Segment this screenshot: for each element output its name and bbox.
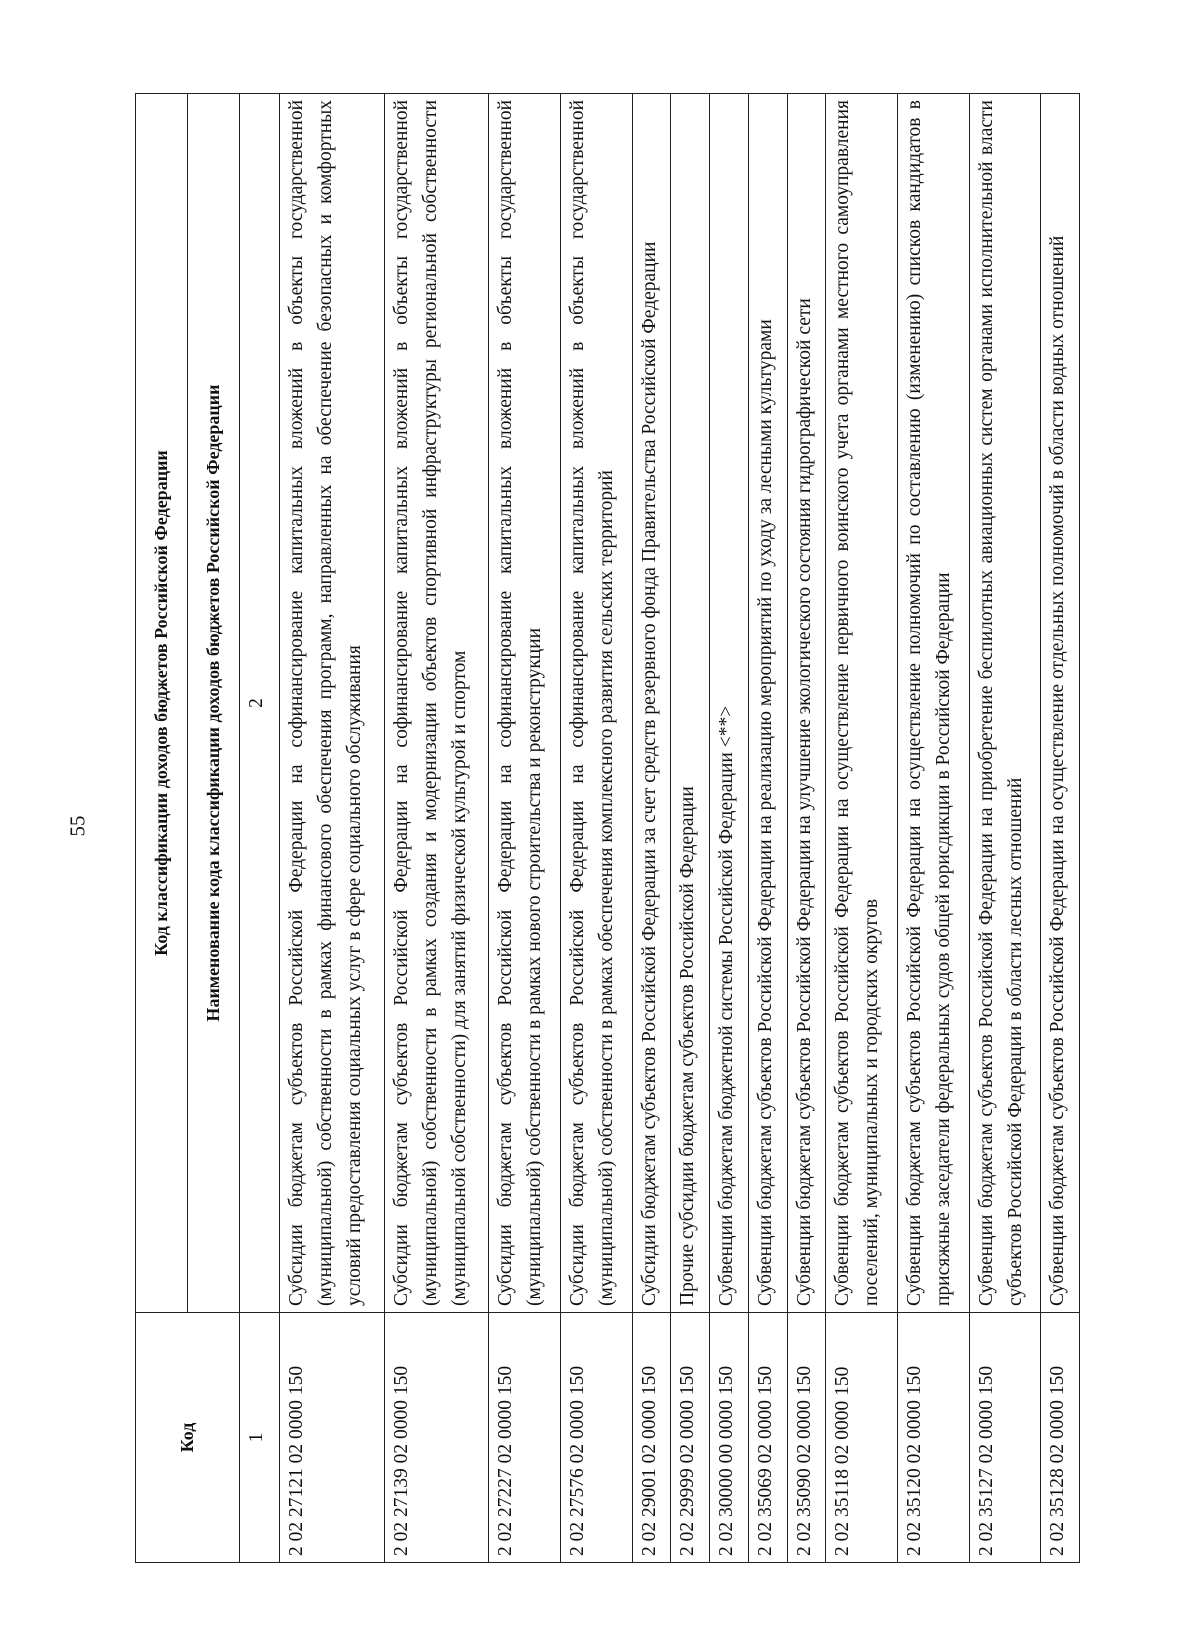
table-row — [710, 94, 749, 1563]
row-code: 2 02 29001 02 0000 150 — [632, 1313, 671, 1563]
revenue-classification-table — [135, 93, 1080, 1563]
row-name: Субвенции бюджетам субъектов Российской Федерации на улучшение экологического состояния гидрографической сети — [787, 94, 826, 1313]
name-column-header: Наименование кода классификации доходов бюджетов Российской Федерации — [188, 94, 240, 1313]
row-name: Субсидии бюджетам субъектов Российской Федерации за счет средств резервного фонда Правительства Российской Федерации — [632, 94, 671, 1313]
row-name: Субвенции бюджетам субъектов Российской Федерации на реализацию мероприятий по уходу за лесными культурами — [748, 94, 787, 1313]
table-row — [280, 94, 385, 1563]
row-code: 2 02 27576 02 0000 150 — [561, 1313, 633, 1563]
table-row — [384, 94, 489, 1563]
row-code: 2 02 35090 02 0000 150 — [787, 1313, 826, 1563]
table-row — [671, 94, 710, 1563]
row-code: 2 02 27139 02 0000 150 — [384, 1313, 489, 1563]
row-code: 2 02 29999 02 0000 150 — [671, 1313, 710, 1563]
table-row — [826, 94, 898, 1563]
row-code: 2 02 35069 02 0000 150 — [748, 1313, 787, 1563]
table-row — [489, 94, 561, 1563]
table-row — [632, 94, 671, 1563]
rotated-table-container — [135, 93, 1080, 1563]
row-code: 2 02 35128 02 0000 150 — [1041, 1313, 1080, 1563]
row-name: Субсидии бюджетам субъектов Российской Федерации на софинансирование капитальных вложений в объекты государственной (муниципальной) собственности в рамках финансового обеспечения программ, направленных на обеспечение безопасных и комфортных условий предоставления социальных услуг в сфере социального обслуживания — [280, 94, 385, 1313]
row-code: 2 02 35118 02 0000 150 — [826, 1313, 898, 1563]
row-code: 2 02 27227 02 0000 150 — [489, 1313, 561, 1563]
row-code: 2 02 35127 02 0000 150 — [969, 1313, 1041, 1563]
table-title: Код классификации доходов бюджетов Российской Федерации — [136, 94, 188, 1313]
row-code: 2 02 35120 02 0000 150 — [897, 1313, 969, 1563]
page-number: 55 — [65, 815, 90, 837]
table-row — [748, 94, 787, 1563]
row-name: Субсидии бюджетам субъектов Российской Федерации на софинансирование капитальных вложений в объекты государственной (муниципальной) собственности в рамках создания и модернизации объектов спортивной инфраструктуры региональной собственности (муниципальной собственности) для занятий физической культурой и спортом — [384, 94, 489, 1313]
column-number-1: 1 — [240, 1313, 280, 1563]
row-name: Субвенции бюджетам субъектов Российской Федерации на осуществление первичного воинского учета органами местного самоуправления поселений, муниципальных и городских округов — [826, 94, 898, 1313]
table-row — [969, 94, 1041, 1563]
code-column-header: Код — [136, 1313, 240, 1563]
table-row — [561, 94, 633, 1563]
row-name: Субвенции бюджетам субъектов Российской Федерации на осуществление полномочий по составлению (изменению) списков кандидатов в присяжные заседатели федеральных судов общей юрисдикции в Российской Федерации — [897, 94, 969, 1313]
row-name: Субсидии бюджетам субъектов Российской Федерации на софинансирование капитальных вложений в объекты государственной (муниципальной) собственности в рамках нового строительства и реконструкции — [489, 94, 561, 1313]
row-name: Субвенции бюджетам бюджетной системы Российской Федерации <**> — [710, 94, 749, 1313]
row-name: Субвенции бюджетам субъектов Российской Федерации на приобретение беспилотных авиационных систем органами исполнительной власти субъектов Российской Федерации в области лесных отношений — [969, 94, 1041, 1313]
row-name: Субвенции бюджетам субъектов Российской Федерации на осуществление отдельных полномочий в области водных отношений — [1041, 94, 1080, 1313]
column-number-2: 2 — [240, 94, 280, 1313]
table-row — [897, 94, 969, 1563]
row-name: Субсидии бюджетам субъектов Российской Федерации на софинансирование капитальных вложений в объекты государственной (муниципальной) собственности в рамках обеспечения комплексного развития сельских территорий — [561, 94, 633, 1313]
table-row — [787, 94, 826, 1563]
row-name: Прочие субсидии бюджетам субъектов Российской Федерации — [671, 94, 710, 1313]
row-code: 2 02 30000 00 0000 150 — [710, 1313, 749, 1563]
row-code: 2 02 27121 02 0000 150 — [280, 1313, 385, 1563]
table-row — [1041, 94, 1080, 1563]
